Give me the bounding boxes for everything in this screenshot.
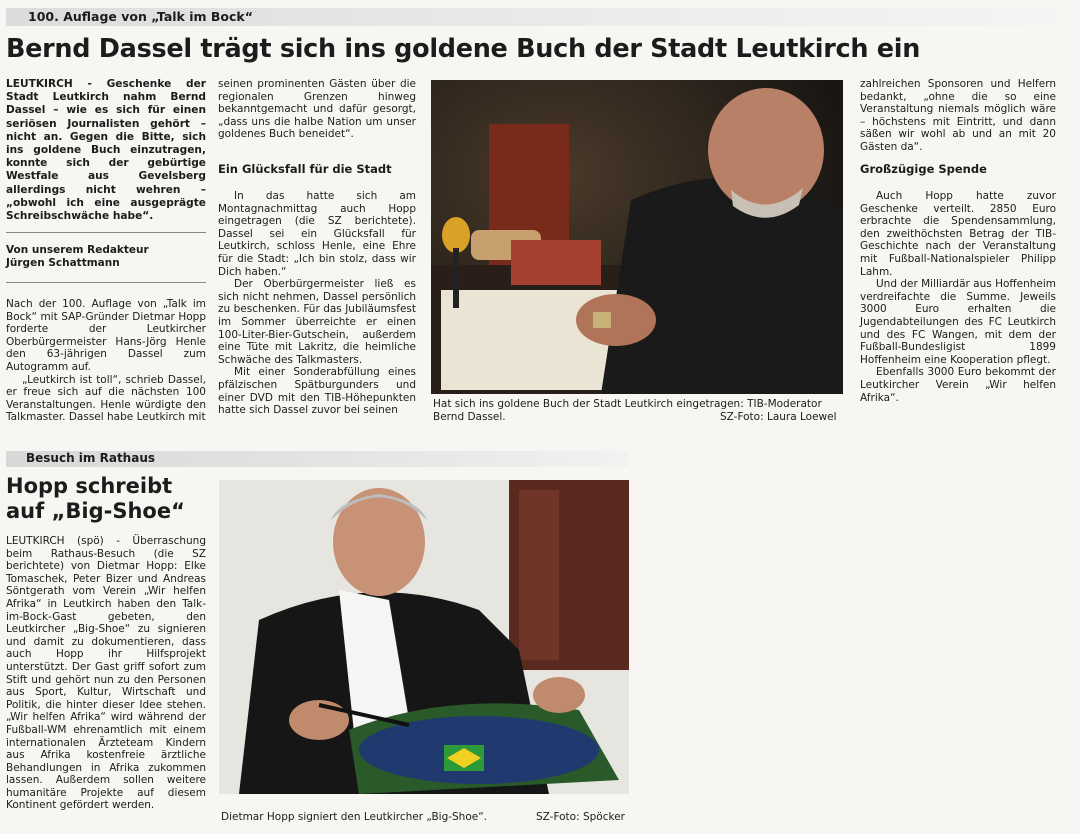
headline-line-1: Hopp schreibt xyxy=(6,474,173,498)
body-column-1 xyxy=(6,298,206,424)
paragraph: Mit einer Sonderabfüllung eines pfälzischen Spätburgunders und einer DVD mit den TIB-Höhepunkten hatte sich Dassel zuvor bei seinen xyxy=(218,366,416,417)
photo-caption: Dietmar Hopp signiert den Leutkircher „Big-Shoe“. xyxy=(221,811,488,823)
kicker: 100. Auflage von „Talk im Bock“ xyxy=(28,9,253,24)
photo-hopp xyxy=(219,480,629,794)
byline-author: Jürgen Schattmann xyxy=(6,257,120,269)
paragraph: Ebenfalls 3000 Euro bekommt der Leutkircher Verein „Wir helfen Afrika“. xyxy=(860,366,1056,404)
paragraph: Nach der 100. Auflage von „Talk im Bock“ mit SAP-Gründer Dietmar Hopp forderte der Leutkircher Oberbürgermeister Hans-Jörg Henle den 63-jährigen Dassel zum Autogramm auf. xyxy=(6,298,206,373)
subhead-spende: Großzügige Spende xyxy=(860,162,987,176)
body-bigshoe: LEUTKIRCH (spö) - Überraschung beim Rathaus-Besuch (die SZ berichtete) von Dietmar Hopp: Elke Tomaschek, Peter Bizer und Andreas Söntgerath vom Verein „Wir helfen Afrika“ in Leutkirch haben den Talk-im-Bock-Gast gebeten, den Leutkircher „Big-Shoe“ zu signieren und damit zu dokumentieren, dass auch Hopp ihr Hilfsprojekt unterstützt. Der Gast griff sofort zum Stift und gehört nun zu den Personen aus Sport, Kultur, Wirtschaft und Politik, die hinter dieser Idee stehen. „Wir helfen Afrika“ wird während der Fußball-WM ehrenamtlich mit einem internationalen Ärzteteam Kindern aus Afrika kostenfreie ärztliche Behandlungen in Afrika zukommen lassen. Außerdem sollen weitere humanitäre Projekte auf diesem Kontinent gefördert werden. xyxy=(6,535,206,812)
body-column-2b xyxy=(218,190,416,417)
headline: Bernd Dassel trägt sich ins goldene Buch der Stadt Leutkirch ein xyxy=(6,34,921,64)
divider xyxy=(6,282,206,283)
body-column-3b xyxy=(860,190,1056,404)
photo-caption: Hat sich ins goldene Buch der Stadt Leutkirch eingetragen: TIB-Moderator Bernd Dassel. xyxy=(433,398,822,423)
byline xyxy=(6,244,206,270)
paragraph: „Leutkirch ist toll“, schrieb Dassel, er freue sich auf die nächsten 100 Veranstaltungen. Henle würdigte den Talkmaster. Dassel habe Leutkirch mit xyxy=(6,373,206,424)
section-label: Besuch im Rathaus xyxy=(26,451,155,465)
photo-dassel xyxy=(431,80,843,394)
lead-paragraph: LEUTKIRCH - Geschenke der Stadt Leutkirch nahm Bernd Dassel – wie es sich für einen seriösen Journalisten gehört – nicht an. Gegen die Bitte, sich ins goldene Buch einzutragen, konnte sich der gebürtige Westfale aus Gevelsberg allerdings nicht wehren – „obwohl ich eine ausgeprägte Schreibschwäche habe“. xyxy=(6,78,206,223)
paragraph: Der Oberbürgermeister ließ es sich nicht nehmen, Dassel persönlich zu beschenken. Für das Jubiläumsfest im Sommer überreichte er einen 100-Liter-Bier-Gutschein, außerdem eine Tüte mit Lakritz, die heimliche Schwäche des Talkmasters. xyxy=(218,278,416,366)
paragraph: Und der Milliardär aus Hoffenheim verdreifachte die Summe. Jeweils 3000 Euro erhalten die Jugendabteilungen des FC Leutkirch und des FC Wangen, mit dem der Fußball-Bundesligist 1899 Hoffenheim eine Kooperation pflegt. xyxy=(860,278,1056,366)
subhead-gluecksfall: Ein Glücksfall für die Stadt xyxy=(218,162,392,176)
photo-credit: SZ-Foto: Laura Loewel xyxy=(720,411,837,423)
body-column-2a: seinen prominenten Gästen über die regionalen Grenzen hinweg bekanntgemacht und dafür gesorgt, „dass uns die halbe Nation um unser goldenes Buch beneidet“. xyxy=(218,78,416,141)
paragraph: In das hatte sich am Montagnachmittag auch Hopp eingetragen (die SZ berichtete). Dassel sei ein Glücksfall für Leutkirch, schloss Henle, eine Ehre für die Stadt: „Ich bin stolz, dass wir Dich haben.“ xyxy=(218,190,416,278)
photo-dassel-image xyxy=(431,80,843,394)
photo-credit: SZ-Foto: Spöcker xyxy=(536,811,625,823)
body-column-3a: zahlreichen Sponsoren und Helfern bedankt, „ohne die so eine Veranstaltung niemals möglich wäre – höchstens mit Eintritt, und dann säßen wir wohl ab und an mit 20 Gästen da“. xyxy=(860,78,1056,153)
byline-role: Von unserem Redakteur xyxy=(6,244,149,256)
photo-hopp-image xyxy=(219,480,629,794)
paragraph: Auch Hopp hatte zuvor Geschenke verteilt. 2850 Euro erbrachte die Spendensammlung, den zweithöchsten Betrag der TIB-Geschichte nach der Veranstaltung mit Fußball-Nationalspieler Philipp Lahm. xyxy=(860,190,1056,278)
headline-line-2: auf „Big-Shoe“ xyxy=(6,499,185,523)
headline-bigshoe xyxy=(6,474,185,524)
divider xyxy=(6,232,206,233)
